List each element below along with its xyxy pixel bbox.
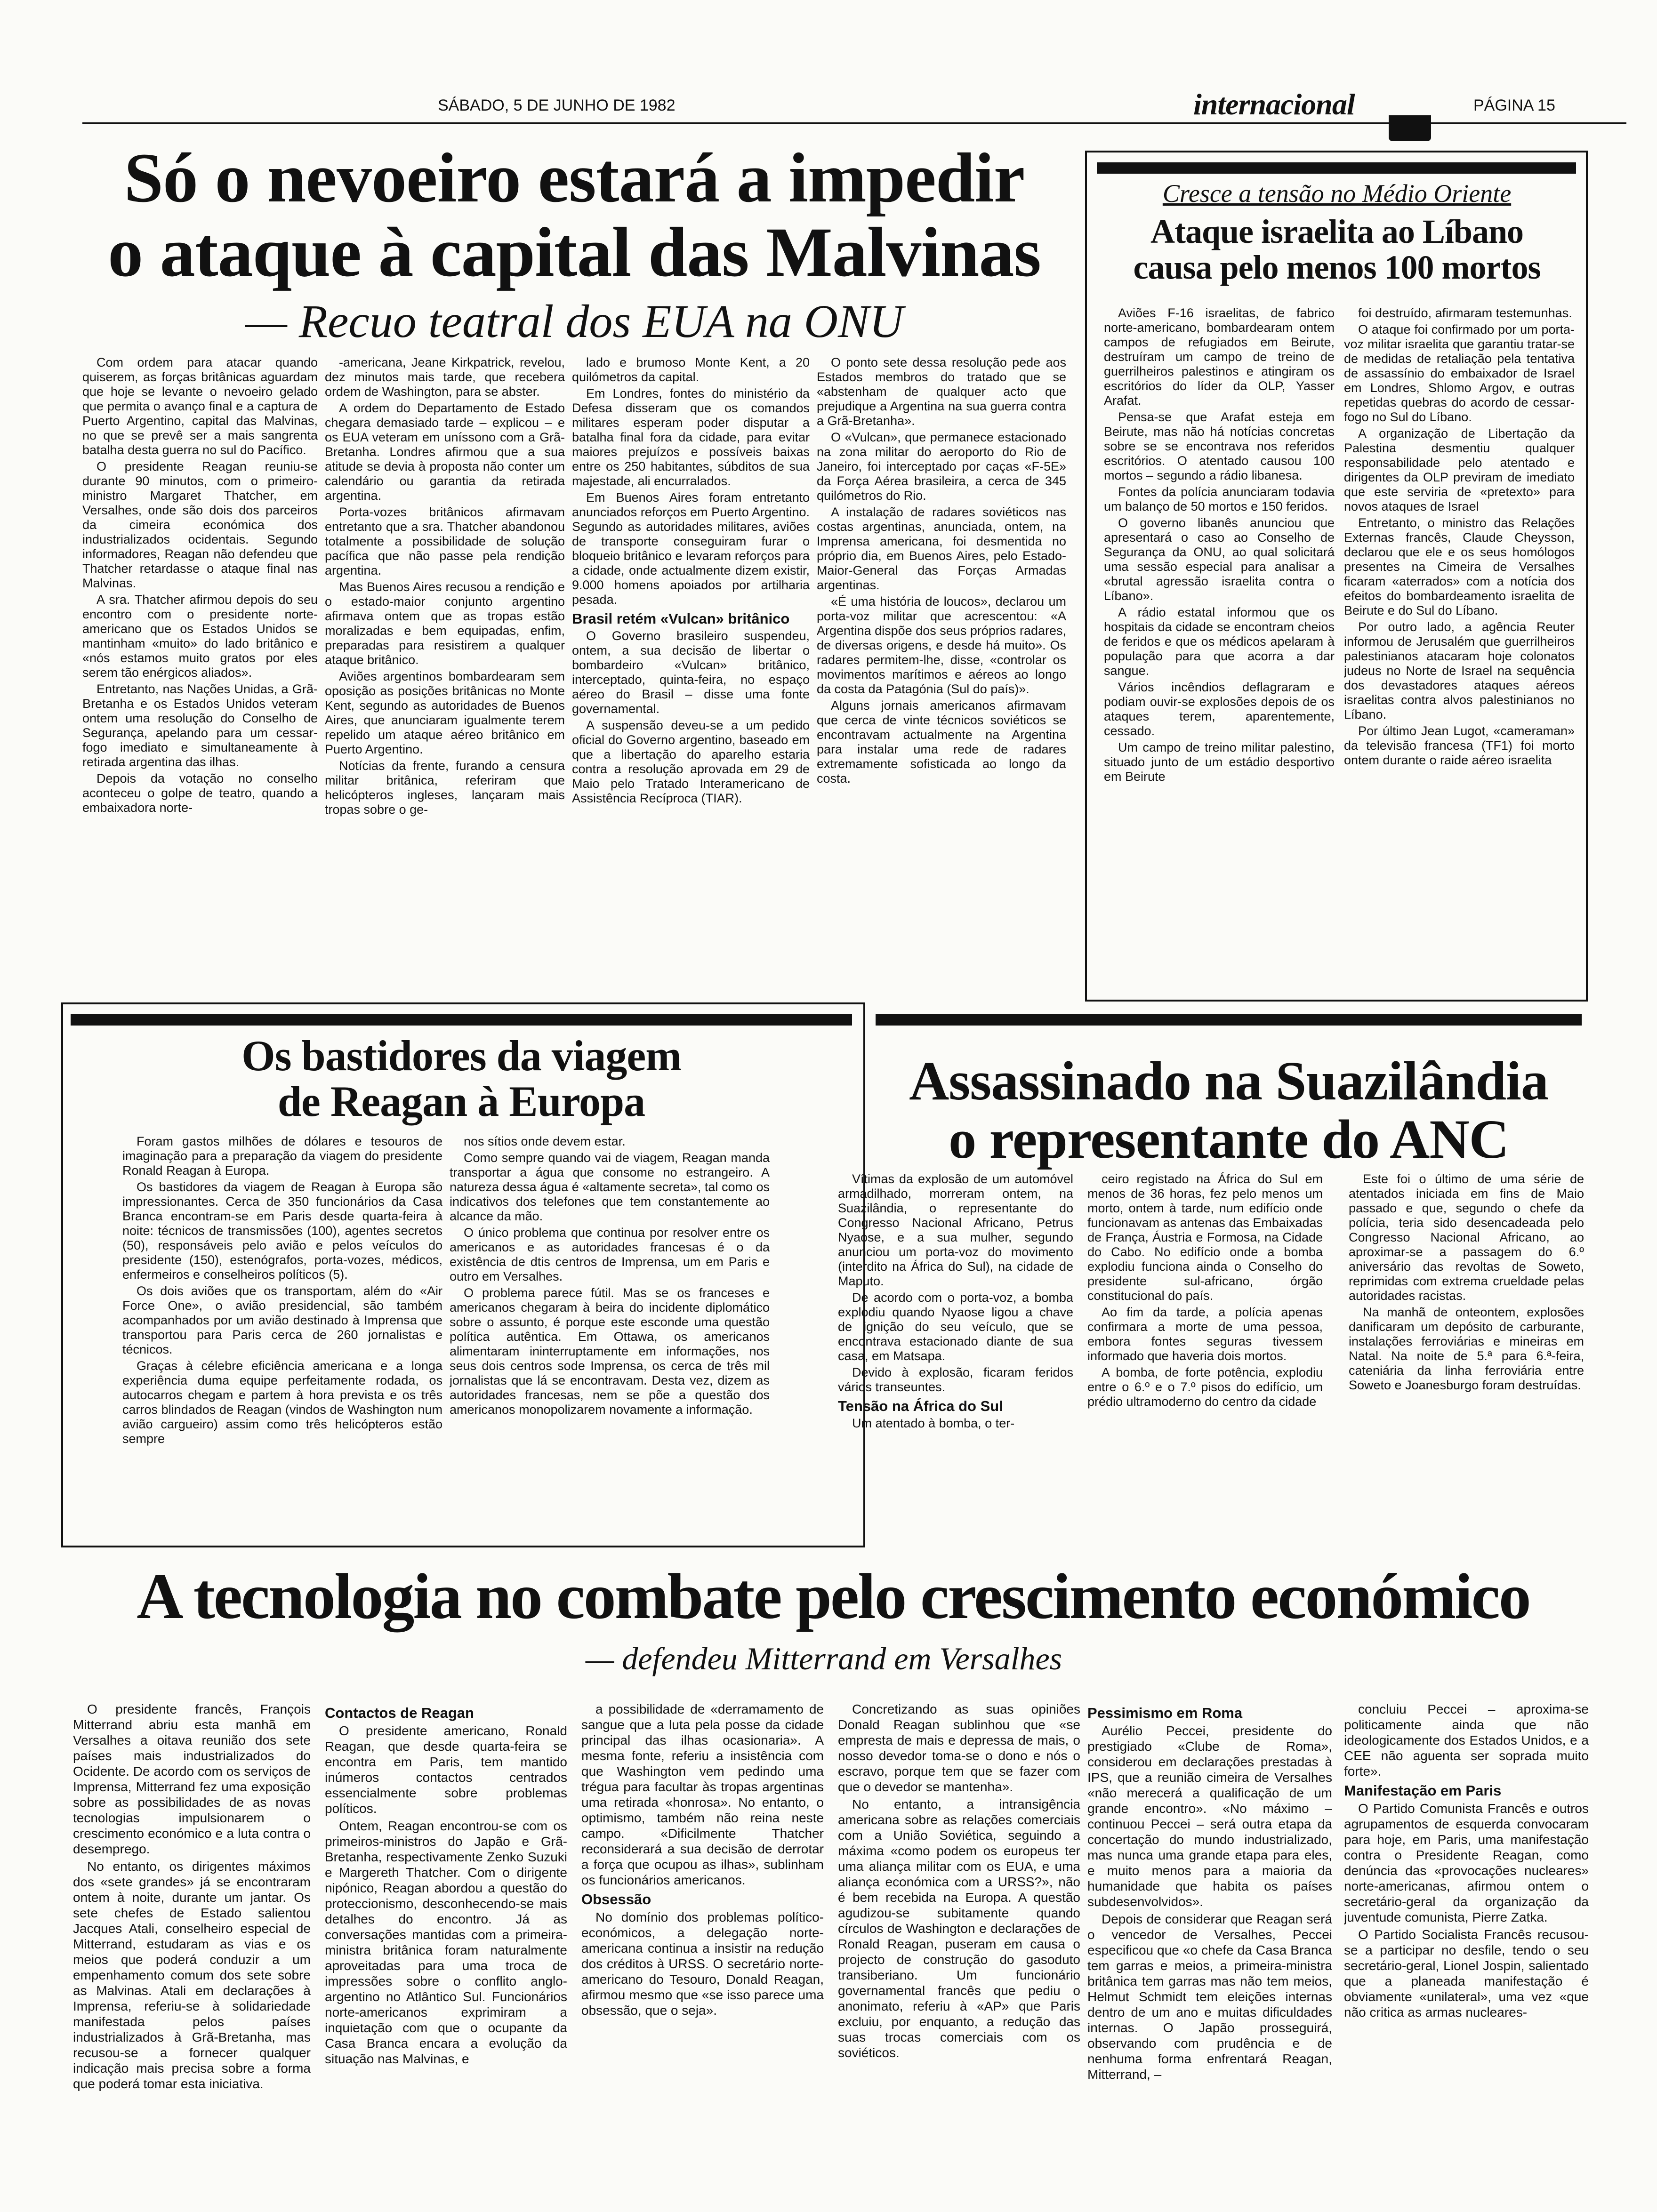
page-number: PÁGINA 15 bbox=[1473, 96, 1555, 114]
libano-headline: Ataque israelita ao Líbano causa pelo menos 100 mortos bbox=[1133, 213, 1541, 286]
bastidores-top-bar bbox=[71, 1014, 852, 1026]
tecnologia-subhead: — defendeu Mitterrand em Versalhes bbox=[585, 1641, 1062, 1676]
malvinas-col4: O ponto sete dessa resolução pede aos Estados membros do tratado que se «abstenham de qualquer acto que prejudique a Argentina na sua guerra contra a Grã-Bretanha». O «Vulcan», que permanece estacionado na zona militar do aeroporto do Rio de Janeiro, foi interceptado por caças «F-5E» da Força Aérea brasileira, a cerca de 345 quilómetros do Rio. A instalação de radares soviéticos nas costas argentinas, anunciada, ontem, na Imprensa americana, foi desmentida no próprio dia, em Buenos Aires, pelo Estado-Maior-General das Forças Armadas argentinas. «É uma história de loucos», declarou um porta-voz militar que acrescentou: «A Argentina dispõe dos seus próprios radares, de diversas origens, e desde há muito». Os radares permitem-lhe, disse, «controlar os movimentos marítimos e aéreos ao longo da costa da Patagónia (Sul do país)». Alguns jornais americanos afirmavam que cerca de vinte técnicos soviéticos se encontravam actualmente na Argentina para instalar uma rede de radares extremamente sofisticada ao longo da costa. bbox=[817, 355, 1066, 785]
suazilandia-col3: Este foi o último de uma série de atentados iniciada em fins de Maio passado e que, segundo o chefe da polícia, teria sido desencadeada pelo Congresso Nacional Africano, ao aproximar-se a passagem do 6.º aniversário das revoltas de Soweto, reprimidas com extrema crueldade pelas autoridades racistas. Na manhã de onteontem, explosões danificaram um depósito de carburante, instalações ferroviárias e mineiras em Natal. Na noite de 5.ª para 6.ª-feira, cateniária da linha ferroviária entre Soweto e Joanesburgo foram destruídas. bbox=[1349, 1172, 1584, 1392]
tecnologia-col4: Concretizando as suas opiniões Donald Reagan sublinhou que «se empresta de mais e depressa de mais, o nosso devedor toma-se o dono e nós o escravo, porque tem que se fazer com que o devedor se mantenha». No entanto, a intransigência americana sobre as relações comerciais com a União Soviética, seguindo a máxima «como podem os europeus ter uma aliança militar com os EUA, e uma aliança económica com a URSS?», não é bem recebida na Europa. A questão agudizou-se subitamente quando círculos de Washington e declarações de Ronald Reagan, puseram em causa o projecto de construção do gasoduto transiberiano. Um funcionário governamental francês que pediu o anonimato, referiu à «AP» que Paris excluiu, por enquanto, a redução das suas trocas comerciais com os soviéticos. bbox=[838, 1702, 1080, 2060]
bastidores-col1: Foram gastos milhões de dólares e tesouros de imaginação para a preparação da viagem do presidente Ronald Reagan à Europa. Os bastidores da viagem de Reagan à Europa são impressionantes. Cerca de 350 funcionários da Casa Branca encontram-se em Paris desde quarta-feira à noite: técnicos de transmissões (100), agentes secretos (50), responsáveis pelo avião e pelos veículos do presidente (150), estenógrafos, porta-vozes, médicos, enfermeiros e conselheiros políticos (5). Os dois aviões que os transportam, além do «Air Force One», o avião presidencial, são também acompanhados por um avião destinado à Imprensa que transportou para Paris cerca de 260 jornalistas e técnicos. Graças à célebre eficiência americana e a longa experiência duma equipe perfeitamente rodada, os autocarros chegam e partem à hora prevista e os três carros blindados de Reagan (vindos de Washington num avião cargueiro) assim como três helicópteros estão sempre bbox=[122, 1134, 442, 1446]
tecnologia-col1: O presidente francês, François Mitterrand abriu esta manhã em Versalhes a oitava reunião dos sete países mais industrializados do Ocidente. De acordo com os serviços de Imprensa, Mitterrand fez uma exposição sobre as possibilidades de as novas tecnologias impulsionarem o crescimento económico e a luta contra o desemprego. No entanto, os dirigentes máximos dos «sete grandes» já se encontraram ontem à noite, durante um jantar. Os sete chefes de Estado salientou Jacques Atali, conselheiro especial de Mitterrand, estudaram as vias e os meios que poderá conduzir a um empenhamento comum dos sete sobre as Malvinas. Atali em declarações à Imprensa, referiu-se à solidariedade manifestada pelos países industrializados à Grã-Bretanha, mas recusou-se a fornecer qualquer indicação mais precisa sobre a forma que poderá tomar esta iniciativa. bbox=[73, 1702, 311, 2091]
tecnologia-col2: Contactos de Reagan O presidente americano, Ronald Reagan, que desde quarta-feira se encontra em Paris, tem mantido inúmeros contactos centrados essencialmente sobre problemas políticos. Ontem, Reagan encontrou-se com os primeiros-ministros do Japão e Grã-Bretanha, respectivamente Zenko Suzuki e Margereth Thatcher. Com o dirigente nipónico, Reagan abordou a questão do proteccionismo, desconhecendo-se mais detalhes do encontro. Já as conversações mantidas com a primeira-ministra britânica foram naturalmente aproveitadas para uma troca de impressões sobre o conflito anglo-argentino no Atlântico Sul. Funcionários norte-americanos exprimiram a inquietação com que o ocupante da Casa Branca encara a evolução da situação nas Malvinas, e bbox=[325, 1705, 567, 2066]
tecnologia-col3: a possibilidade de «derramamento de sangue que a luta pela posse da cidade principal das ilhas ocasionaria». A mesma fonte, referiu a insistência com que Washington vem pedindo uma trégua para facultar às tropas argentinas uma retirada «honrosa». No entanto, o optimismo, também não reina neste campo. «Dificilmente Thatcher reconsiderará a sua decisão de derrotar a força que ocupou as ilhas», sublinham os funcionários americanos. Obsessão No domínio dos problemas político-económicos, a delegação norte-americana continua a insistir na redução dos créditos à URSS. O secretário norte-americano do Tesouro, Donald Reagan, afirmou mesmo que «se isso parece uma obsessão, que o seja». bbox=[581, 1702, 824, 2018]
malvinas-headline: Só o nevoeiro estará a impedir o ataque à capital das Malvinas bbox=[108, 139, 1041, 291]
bastidores-headline: Os bastidores da viagem de Reagan à Europa bbox=[241, 1032, 681, 1125]
bastidores-col2: nos sítios onde devem estar. Como sempre quando vai de viagem, Reagan manda transportar a água que consome no estrangeiro. A natureza dessa água é «altamente secreta», tal como os indicativos dos telefones que tem constantemente ao alcance da mão. O único problema que continua por resolver entre os americanos e as autoridades francesas é o da existência de dtis centros de Imprensa, um em Paris e outro em Versalhes. O problema parece fútil. Mas se os franceses e americanos chegaram à beira do incidente diplomático sobre o assunto, é porque este esconde uma questão política autêntica. Em Ottawa, os americanos alimentaram ininterruptamente em informações, nos seus dois centros sode Imprensa, os cerca de três mil jornalistas que lá se encontravam. Desta vez, dizem as autoridades francesas, nem se põe a questão dos americanos monopolizarem novamente a informação. bbox=[450, 1134, 770, 1417]
tensao-subhead: Tensão na África do Sul bbox=[838, 1398, 1003, 1414]
malvinas-col2: -americana, Jeane Kirkpatrick, revelou, dez minutos mais tarde, que recebera ordem de Washington, para se abster. A ordem do Departamento de Estado chegara demasiado tarde – explicou – e os EUA veteram em uníssono com a Grã-Bretanha. Londres afirmou que a sua atitude se devia à proposta não conter um calendário ou garantia da retirada argentina. Porta-vozes britânicos afirmavam entretanto que a sra. Thatcher abandonou totalmente a possibilidade de solução pacífica que não passe pela rendição argentina. Mas Buenos Aires recusou a rendição e o estado-maior conjunto argentino afirmava ontem que as tropas estão moralizadas e bem equipadas, enfim, preparadas para resistirem a qualquer ataque britânico. Aviões argentinos bombardearam sem oposição as posições britânicas no Monte Kent, segundo as autoridades de Buenos Aires, que anunciaram igualmente terem repelido um ataque aéreo britânico em Puerto Argentino. Notícias da frente, furando a censura militar britânica, referiram que helicópteros ingleses, lançaram mais tropas sobre o ge- bbox=[325, 355, 565, 817]
libano-top-bar bbox=[1097, 162, 1576, 174]
suazilandia-col2: ceiro registado na África do Sul em menos de 36 horas, fez pelo menos um morto, ontem à tarde, num edifício onde funcionavam as antenas das Embaixadas de França, Áustria e Formosa, na Cidade do Cabo. No edifício onde a bomba explodiu funciona ainda o Conselho do presidente sul-africano, órgão constitucional do país. Ao fim da tarde, a polícia apenas confirmara a morte de uma pessoa, embora fontes seguras tivessem informado que haveria dois mortos. A bomba, de forte potência, explodiu entre o 6.º e o 7.º pisos do edifício, um prédio ultramoderno do centro da cidade bbox=[1087, 1172, 1323, 1409]
malvinas-col3: lado e brumoso Monte Kent, a 20 quilómetros da capital. Em Londres, fontes do ministério da Defesa disseram que os comandos militares esperam poder disputar a batalha final fora da cidade, para evitar maiores prejuízos e possíveis baixas entre os 250 habitantes, súbditos de sua majestade, ali encurralados. Em Buenos Aires foram entretanto anunciados reforços em Puerto Argentino. Segundo as autoridades militares, aviões de transporte conseguiram furar o bloqueio britânico e levaram reforços para a cidade, onde actualmente dizem existir, 9.000 homens apoiados por artilharia pesada. Brasil retém «Vulcan» britânico O Governo brasileiro suspendeu, ontem, a sua decisão de libertar o bombardeiro «Vulcan» britânico, interceptado, quinta-feira, no espaço aéreo do Brasil – disse uma fonte governamental. A suspensão deveu-se a um pedido oficial do Governo argentino, baseado em que a libertação do aparelho estaria contra a resolução aprovada em 29 de Maio pelo Tratado Interamericano de Assistência Recíproca (TIAR). bbox=[572, 355, 810, 805]
suazilandia-top-bar bbox=[876, 1014, 1582, 1026]
malvinas-subhead: — Recuo teatral dos EUA na ONU bbox=[245, 295, 904, 347]
section-logo-icon bbox=[1389, 115, 1431, 141]
suazilandia-headline: Assassinado na Suazilândia o representante do ANC bbox=[909, 1050, 1548, 1170]
pessimismo-subhead: Pessimismo em Roma bbox=[1087, 1705, 1243, 1721]
obsessao-subhead: Obsessão bbox=[581, 1891, 652, 1907]
header-date: SÁBADO, 5 DE JUNHO DE 1982 bbox=[438, 96, 676, 114]
suazilandia-col1: Vítimas da explosão de um automóvel armadilhado, morreram ontem, na Suazilândia, o representante do Congresso Nacional Africano, Petrus Nyaose, e a sua mulher, segundo anunciou um porta-voz do movimento (interdito na África do Sul), na cidade de Maputo. De acordo com o porta-voz, a bomba explodiu quando Nyaose ligou a chave de ignição do seu veículo, que se encontrava estacionado diante de sua casa, em Matsapa. Devido à explosão, ficaram feridos vários transeuntes. Tensão na África do Sul Um atentado à bomba, o ter- bbox=[838, 1172, 1073, 1430]
libano-col1: Aviões F-16 israelitas, de fabrico norte-americano, bombardearam ontem campos de refugiados em Beirute, destruíram um campo de treino de guerrilheiros palestinos e atingiram os escritórios do líder da OLP, Yasser Arafat. Pensa-se que Arafat esteja em Beirute, mas não há notícias concretas sobre se se encontrava nos referidos escritórios. O atentado causou 100 mortos – segundo a rádio libanesa. Fontes da polícia anunciaram todavia um balanço de 50 mortos e 150 feridos. O governo libanês anunciou que apresentará o caso ao Conselho de Segurança da ONU, ao qual solicitará uma sessão especial para analisar a «brutal agressão israelita contra o Líbano». A rádio estatal informou que os hospitais da cidade se encontram cheios de feridos e que os médicos apelaram à população para que acorra a dar sangue. Vários incêndios deflagraram e podiam ouvir-se explosões depois de os ataques terem, aparentemente, cessado. Um campo de treino militar palestino, situado junto de um estádio desportivo em Beirute bbox=[1104, 306, 1335, 784]
tecnologia-headline: A tecnologia no combate pelo crescimento económico bbox=[137, 1560, 1530, 1632]
brasil-subhead: Brasil retém «Vulcan» britânico bbox=[572, 610, 790, 627]
malvinas-col1: Com ordem para atacar quando quiserem, as forças britânicas aguardam que hoje se levante o nevoeiro gelado que permita o avanço final e a captura de Puerto Argentino, capital das Malvinas, no que se prevê ser a mais sangrenta batalha desta guerra no sul do Pacífico. O presidente Reagan reuniu-se durante 90 minutos, com o primeiro-ministro Margaret Thatcher, em Versalhes, onde são dois dos parceiros da cimeira económica dos industrializados ocidentais. Segundo informadores, Reagan não defendeu que Thatcher retardasse o ataque final nas Malvinas. A sra. Thatcher afirmou depois do seu encontro com o presidente norte-americano que os Estados Unidos se mantinham «muito» do lado britânico e «nós estamos muito gratos por eles serem tão enérgicos aliados». Entretanto, nas Nações Unidas, a Grã-Bretanha e os Estados Unidos veteram ontem uma resolução do Conselho de Segurança, apelando para um cessar-fogo imediato e simultaneamente à retirada argentina das ilhas. Depois da votação no conselho aconteceu o golpe de teatro, quando a embaixadora norte- bbox=[82, 355, 318, 815]
section-title: internacional bbox=[1193, 88, 1355, 121]
tecnologia-col5: Pessimismo em Roma Aurélio Peccei, presidente do prestigiado «Clube de Roma», considerou em declarações prestadas à IPS, que a reunião cimeira de Versalhes «não merecerá a qualificação de um grande encontro». «No máximo – continuou Peccei – será outra etapa da concertação do mundo industrializado, mas nunca uma grande etapa para eles, e muito menos para a maioria da humanidade que habita os países subdesenvolvidos». Depois de considerar que Reagan será o vencedor de Versalhes, Peccei especificou que «o chefe da Casa Branca tem garras e meios, a primeira-ministra britânica tem garras mas não tem meios, Helmut Schmidt tem eleições internas dentro de um ano e muitas dificuldades internas. O Japão prosseguirá, observando com prudência e de nenhuma forma enfrentará Reagan, Mitterrand, – bbox=[1087, 1705, 1332, 2082]
tecnologia-col6: concluiu Peccei – aproxima-se politicamente ainda que não ideologicamente dos Estados Unidos, e a CEE não aguenta ser soprada muito forte». Manifestação em Paris O Partido Comunista Francês e outros agrupamentos de esquerda convocaram para hoje, em Paris, uma manifestação contra o Presidente Reagan, como denúncia das «provocações nucleares» norte-americanas, afirmou ontem o secretário-geral da organização da juventude comunista, Pierre Zatka. O Partido Socialista Francês recusou-se a participar no desfile, tendo o seu secretário-geral, Lionel Jospin, salientado que a planeada manifestação é obviamente «unilateral», uma vez «que não critica as armas nucleares- bbox=[1344, 1702, 1589, 2020]
libano-kicker: Cresce a tensão no Médio Oriente bbox=[1162, 179, 1512, 208]
manifestacao-subhead: Manifestação em Paris bbox=[1344, 1782, 1502, 1799]
header-rule bbox=[82, 122, 1626, 124]
contactos-subhead: Contactos de Reagan bbox=[325, 1705, 474, 1721]
libano-col2: foi destruído, afirmaram testemunhas. O ataque foi confirmado por um porta-voz militar israelita que garantiu tratar-se de medidas de retaliação pela tentativa de assassínio do embaixador de Israel em Londres, Shlomo Argov, e outras repetidas quebras do acordo de cessar-fogo no Sul do Líbano. A organização de Libertação da Palestina desmentiu qualquer responsabilidade pelo atentado e dirigentes da OLP previram de imediato que este serviria de «pretexto» para novos ataques de Israel Entretanto, o ministro das Relações Externas francês, Claude Cheysson, declarou que ele e os seus homólogos presentes na Cimeira de Versalhes ficaram «aterrados» com a notícia dos efeitos do bombardeamento israelita de Beirute e do Sul do Líbano. Por outro lado, a agência Reuter informou de Jerusalém que guerrilheiros palestinianos atacaram hoje colonatos judeus no Norte de Israel na sequência dos devastadores ataques aéreos israelitas contra alvos palestinianos no Líbano. Por último Jean Lugot, «cameraman» da televisão francesa (TF1) foi morto ontem durante o raide aéreo israelita bbox=[1344, 306, 1575, 767]
